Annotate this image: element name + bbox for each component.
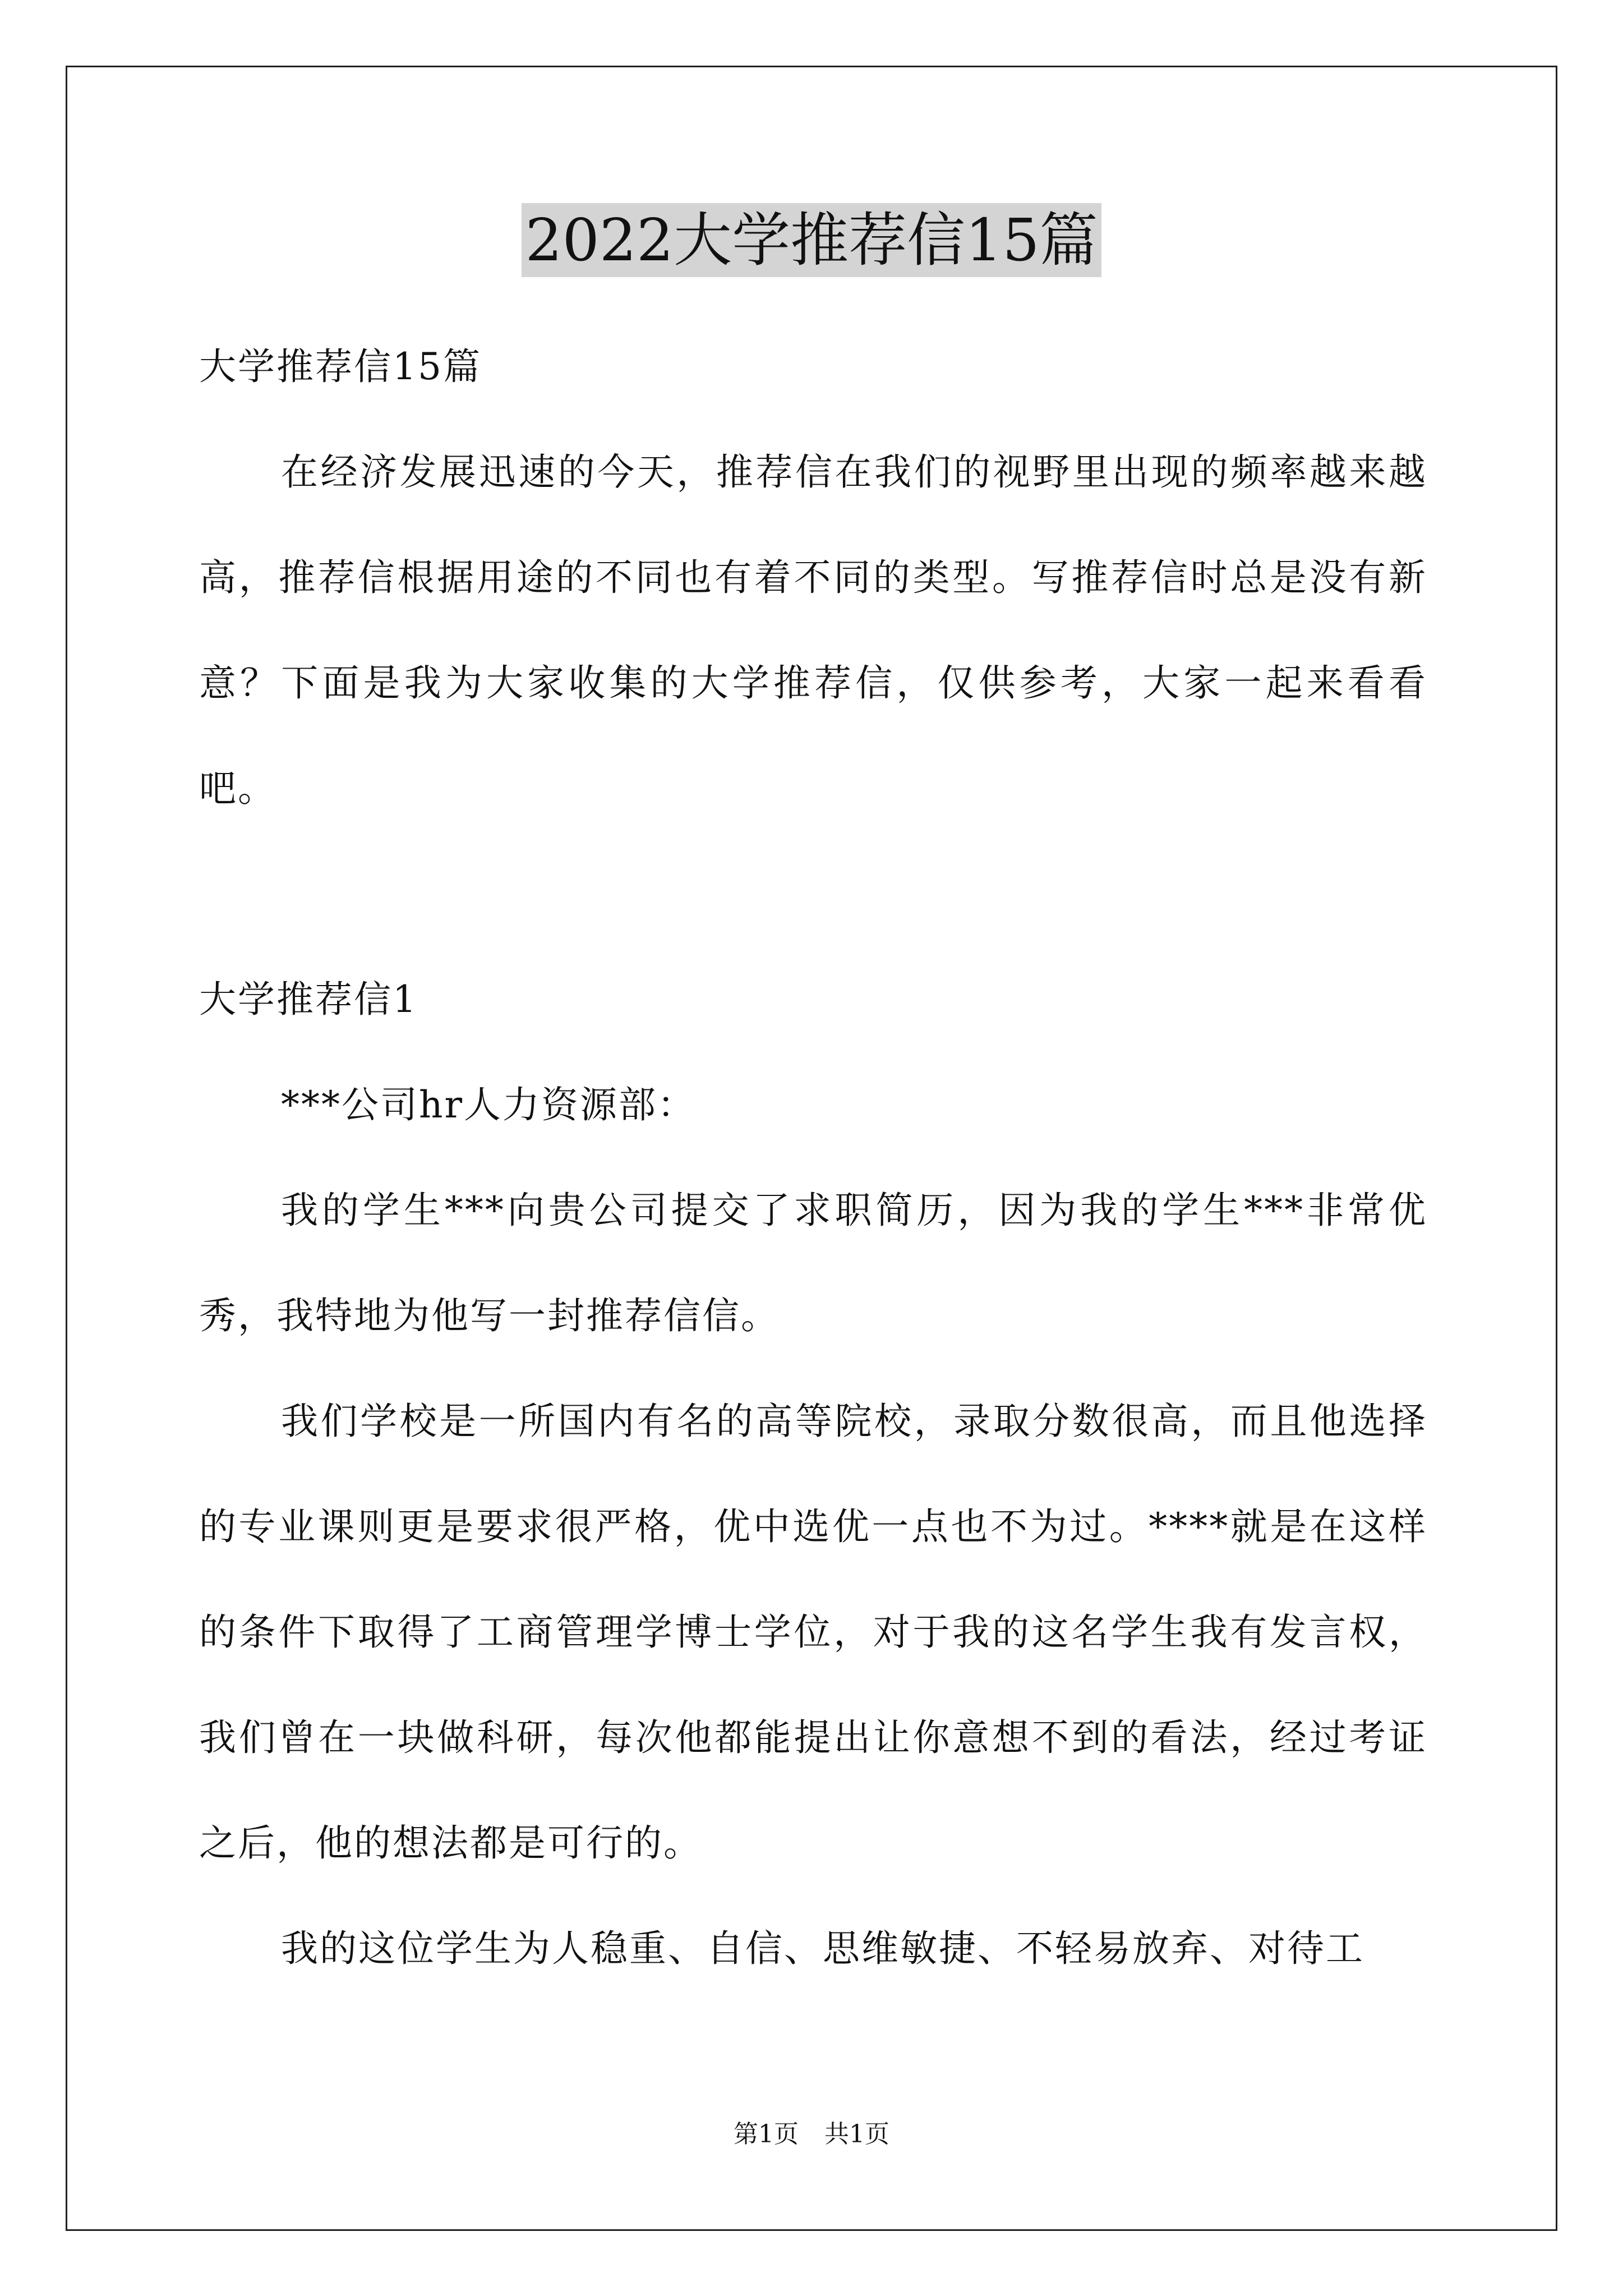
document-title-text: 2022大学推荐信15篇 bbox=[522, 203, 1101, 277]
blank-line bbox=[199, 841, 1427, 947]
body-paragraph-3: 我的这位学生为人稳重、自信、思维敏捷、不轻易放弃、对待工 bbox=[281, 1927, 1364, 1970]
salutation: ***公司hr人力资源部： bbox=[281, 1083, 697, 1126]
document-subtitle: 大学推荐信15篇 bbox=[199, 345, 482, 388]
section-heading: 大学推荐信1 bbox=[199, 978, 418, 1021]
body-paragraph-2: 我们学校是一所国内有名的高等院校，录取分数很高，而且他选择的专业课则更是要求很严格，优中选优一点也不为过。****就是在这样的条件下取得了工商管理学博士学位，对于我的这名学生我有发言权，我们曾在一块做科研，每次他都能提出让你意想不到的看法，经过考证之后，他的想法都是可行的。 bbox=[199, 1400, 1427, 1865]
intro-paragraph: 在经济发展迅速的今天，推荐信在我们的视野里出现的频率越来越高，推荐信根据用途的不同也有着不同的类型。写推荐信时总是没有新意？下面是我为大家收集的大学推荐信，仅供参考，大家一起来看看吧。 bbox=[199, 450, 1427, 810]
document-title bbox=[0, 203, 1623, 282]
page-number: 第1页 bbox=[734, 2120, 799, 2148]
document-body bbox=[199, 314, 1427, 2001]
body-paragraph-1: 我的学生***向贵公司提交了求职简历，因为我的学生***非常优秀，我特地为他写一封推荐信信。 bbox=[199, 1189, 1427, 1337]
page-total: 共1页 bbox=[824, 2120, 889, 2148]
page-footer bbox=[0, 2118, 1623, 2151]
